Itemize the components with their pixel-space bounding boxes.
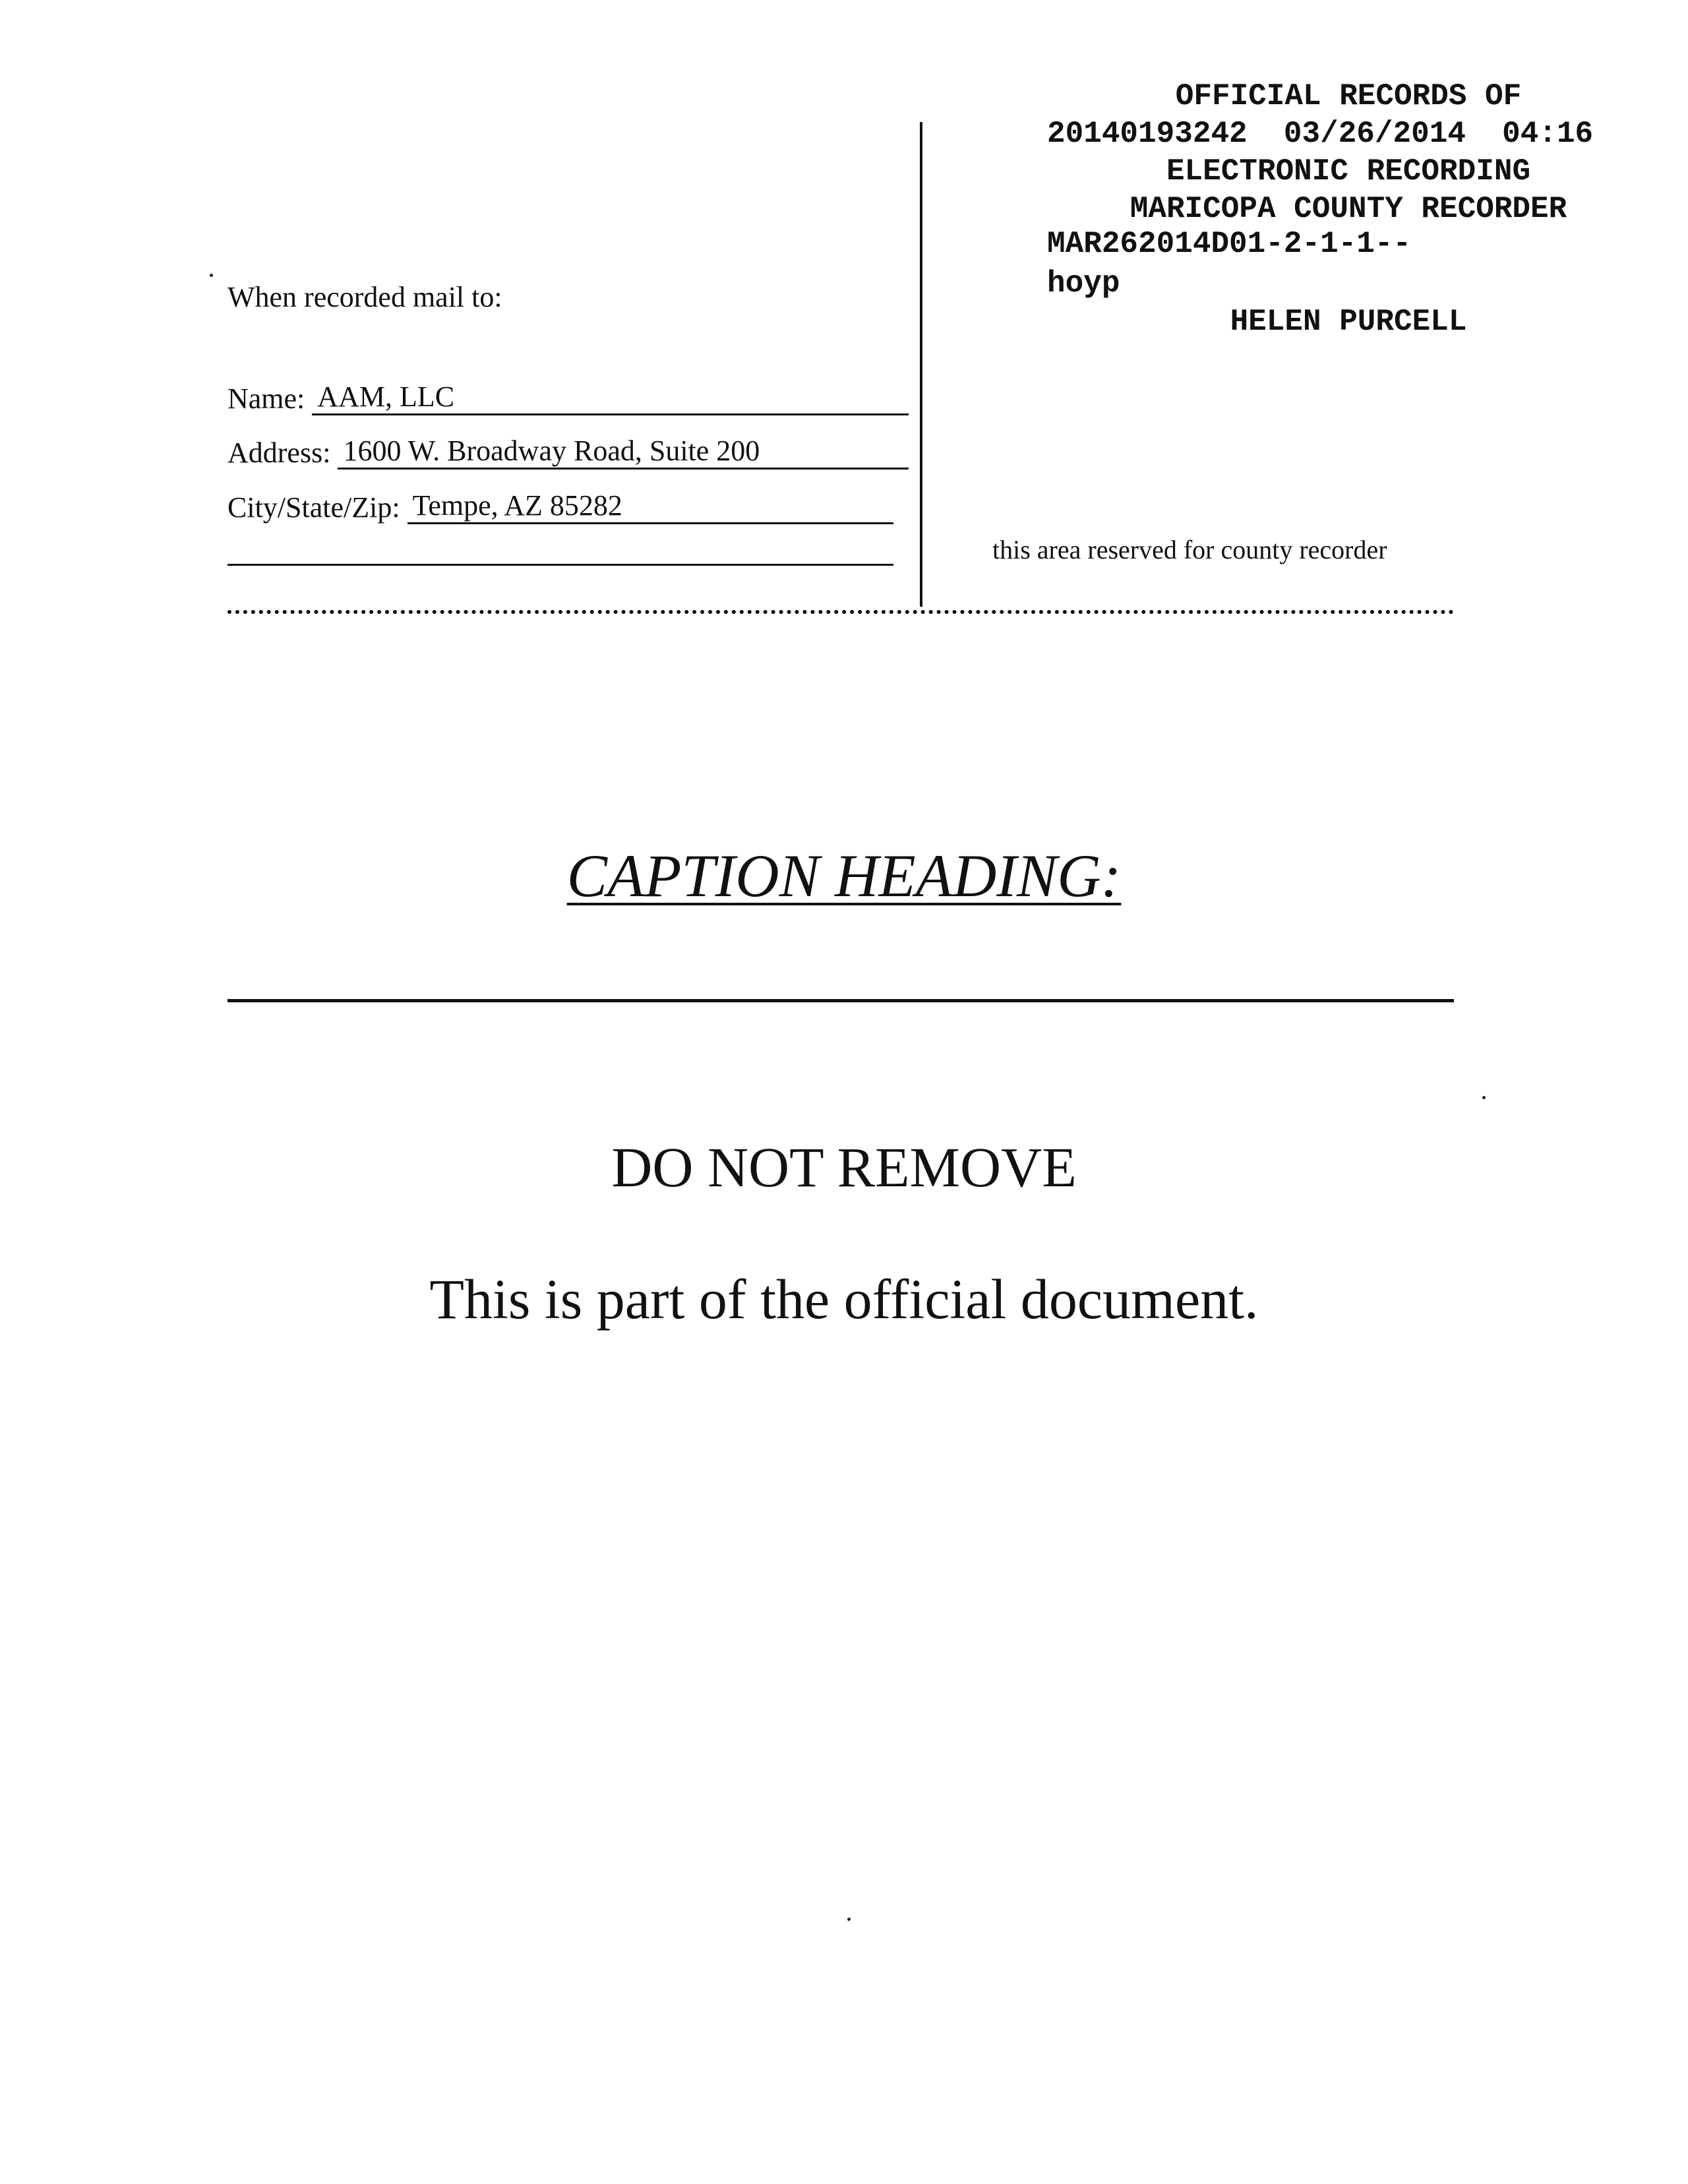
address-value: 1600 W. Broadway Road, Suite 200 bbox=[338, 435, 909, 470]
recording-codes bbox=[1047, 224, 1411, 303]
caption-heading-text: CAPTION HEADING: bbox=[566, 842, 1122, 909]
caption-heading bbox=[0, 841, 1688, 911]
dotted-separator bbox=[227, 610, 1454, 614]
recording-number: 20140193242 bbox=[1047, 117, 1248, 151]
recording-type: ELECTRONIC RECORDING bbox=[1166, 154, 1531, 189]
blank-address-line bbox=[227, 564, 893, 566]
city-state-zip-label: City/State/Zip: bbox=[227, 491, 407, 524]
city-state-zip-field bbox=[227, 485, 893, 524]
stamp-line-2: MARICOPA COUNTY RECORDER bbox=[1130, 192, 1567, 226]
vertical-divider bbox=[920, 122, 922, 607]
mail-to-heading: When recorded mail to: bbox=[227, 281, 502, 313]
name-value: AAM, LLC bbox=[312, 380, 909, 415]
recording-date: 03/26/2014 bbox=[1283, 117, 1466, 151]
stamp-line-1: OFFICIAL RECORDS OF bbox=[1175, 79, 1522, 113]
name-field bbox=[227, 376, 909, 415]
stamp-line-3: HELEN PURCELL bbox=[1230, 305, 1467, 339]
caption-rule bbox=[227, 999, 1454, 1002]
scan-speck bbox=[847, 1918, 851, 1921]
do-not-remove-notice: DO NOT REMOVE bbox=[611, 1136, 1077, 1199]
user-code: hoyp bbox=[1047, 266, 1120, 301]
reserved-area-note: this area reserved for county recorder bbox=[992, 535, 1387, 564]
recording-info bbox=[1047, 115, 1593, 153]
city-state-zip-value: Tempe, AZ 85282 bbox=[407, 489, 893, 524]
scan-speck bbox=[210, 274, 213, 277]
address-field bbox=[227, 430, 909, 470]
address-label: Address: bbox=[227, 437, 338, 469]
recorder-stamp bbox=[1019, 3, 1678, 379]
reference-code: MAR262014D01-2-1-1-- bbox=[1047, 227, 1412, 261]
official-document-notice: This is part of the official document. bbox=[429, 1267, 1259, 1331]
scan-speck bbox=[1482, 1096, 1486, 1099]
name-label: Name: bbox=[227, 382, 313, 415]
recording-time: 04:16 bbox=[1502, 117, 1594, 151]
